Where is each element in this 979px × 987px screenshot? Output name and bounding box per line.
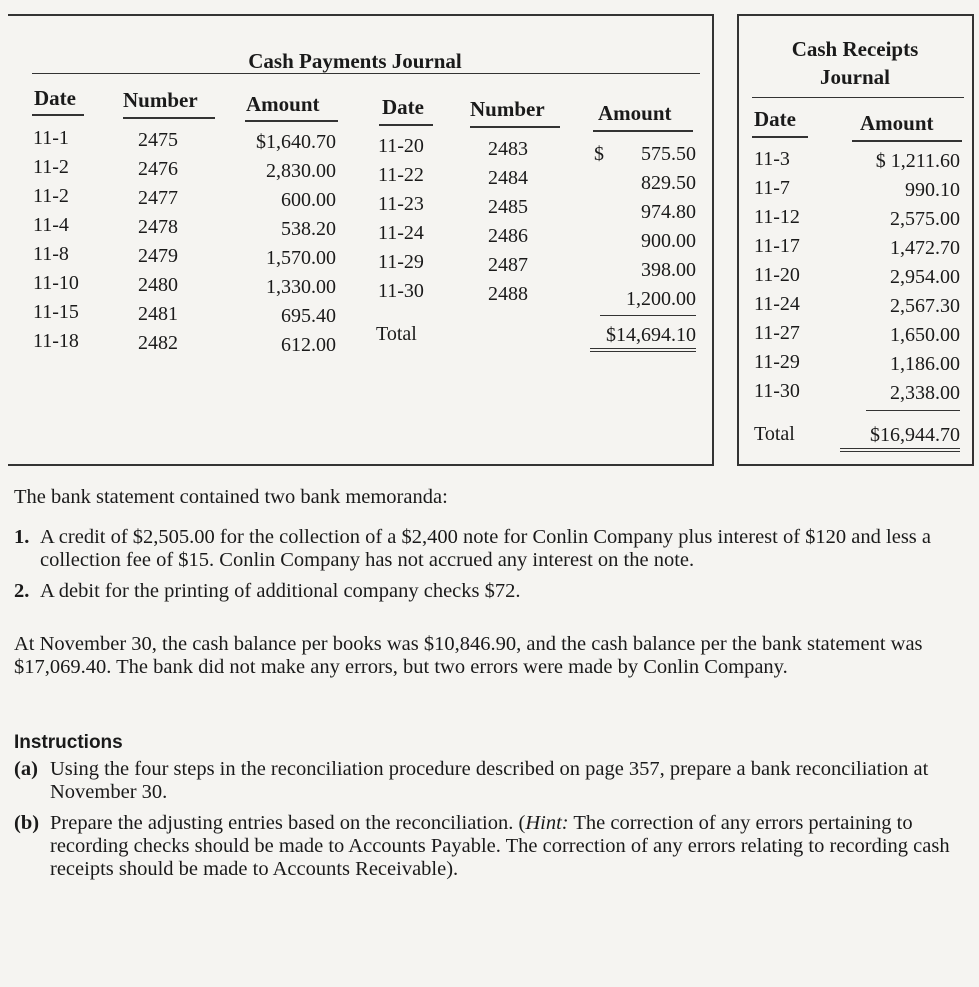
- header-date-left: Date: [34, 86, 76, 110]
- header-amount-left-underline: [245, 120, 338, 122]
- receipt-amount: 1,472.70: [890, 237, 960, 259]
- payment-amount: 2,830.00: [266, 160, 336, 182]
- receipts-header-amount-underline: [852, 140, 962, 142]
- payments-left-numbers: [138, 126, 198, 358]
- check-number: 2485: [488, 196, 528, 218]
- payments-total-amount: $14,694.10: [590, 322, 696, 352]
- receipt-amount: $ 1,211.60: [875, 150, 960, 172]
- receipts-amounts: [840, 147, 960, 408]
- instruction-text-pre: Prepare the adjusting entries based on the reconciliation. (: [50, 812, 526, 834]
- instruction-b: [14, 812, 974, 881]
- payment-date: 11-4: [33, 214, 69, 236]
- payment-date: 11-2: [33, 185, 69, 207]
- instruction-label: (a): [14, 758, 38, 780]
- check-number: 2479: [138, 245, 178, 267]
- payments-left-amounts: [230, 128, 336, 360]
- receipt-date: 11-30: [754, 380, 800, 402]
- payment-amount: $1,640.70: [256, 131, 336, 153]
- receipt-amount: 2,567.30: [890, 295, 960, 317]
- receipt-date: 11-29: [754, 351, 800, 373]
- payment-date: 11-24: [378, 222, 424, 244]
- check-number: 2487: [488, 254, 528, 276]
- check-number: 2480: [138, 274, 178, 296]
- header-number-right-underline: [470, 126, 560, 128]
- payment-date: 11-18: [33, 330, 79, 352]
- payments-total-rule: [600, 315, 696, 316]
- payment-amount: 974.80: [641, 201, 696, 223]
- payment-date: 11-2: [33, 156, 69, 178]
- memo-number: 2.: [14, 580, 30, 602]
- receipts-header-date: Date: [754, 107, 796, 131]
- memo-item-1: [14, 526, 974, 572]
- memo-text: A debit for the printing of additional company checks $72.: [40, 580, 521, 602]
- instructions-heading: Instructions: [14, 732, 123, 753]
- receipts-total-label: Total: [754, 423, 795, 445]
- header-amount-right-underline: [593, 130, 693, 132]
- payment-date: 11-1: [33, 127, 69, 149]
- receipt-date: 11-27: [754, 322, 800, 344]
- payment-date: 11-8: [33, 243, 69, 265]
- header-amount-right: Amount: [598, 101, 672, 125]
- check-number: 2476: [138, 158, 178, 180]
- receipt-date: 11-12: [754, 206, 800, 228]
- check-number: 2477: [138, 187, 178, 209]
- check-number: 2486: [488, 225, 528, 247]
- payment-amount: 600.00: [281, 189, 336, 211]
- check-number: 2488: [488, 283, 528, 305]
- receipt-amount: 1,186.00: [890, 353, 960, 375]
- receipt-amount: 1,650.00: [890, 324, 960, 346]
- receipt-date: 11-7: [754, 177, 790, 199]
- payment-date: 11-10: [33, 272, 79, 294]
- receipt-date: 11-17: [754, 235, 800, 257]
- receipts-dates: [754, 145, 824, 406]
- memo-item-2: [14, 580, 974, 603]
- payment-amount: 695.40: [281, 305, 336, 327]
- payment-amount: 829.50: [641, 172, 696, 194]
- payment-date: 11-30: [378, 280, 424, 302]
- payments-total-label: Total: [376, 323, 417, 345]
- check-number: 2475: [138, 129, 178, 151]
- instruction-a: [14, 758, 974, 804]
- receipts-header-amount: Amount: [860, 111, 934, 135]
- cash-receipts-title-rule: [752, 97, 964, 98]
- payment-date: 11-15: [33, 301, 79, 323]
- memo-number: 1.: [14, 526, 30, 548]
- payments-right-dates: [378, 132, 448, 306]
- payment-amount: 1,330.00: [266, 276, 336, 298]
- cash-payments-title-rule: [32, 73, 700, 74]
- instruction-label: (b): [14, 812, 40, 834]
- header-number-right: Number: [470, 97, 545, 121]
- payment-date: 11-20: [378, 135, 424, 157]
- cash-payments-title: Cash Payments Journal: [248, 49, 462, 73]
- payments-left-dates: [33, 124, 103, 356]
- payment-amount: 900.00: [641, 230, 696, 252]
- receipt-date: 11-3: [754, 148, 790, 170]
- payment-amount: 538.20: [281, 218, 336, 240]
- receipt-date: 11-20: [754, 264, 800, 286]
- payment-amount: 612.00: [281, 334, 336, 356]
- receipt-amount: 2,954.00: [890, 266, 960, 288]
- header-number-left-underline: [123, 117, 215, 119]
- instruction-text: Using the four steps in the reconciliation procedure described on page 357, prepare a bank reconciliation at November 30.: [50, 758, 929, 803]
- receipt-amount: 2,338.00: [890, 382, 960, 404]
- payment-amount: 1,570.00: [266, 247, 336, 269]
- check-number: 2481: [138, 303, 178, 325]
- receipt-amount: 990.10: [905, 179, 960, 201]
- balance-paragraph: At November 30, the cash balance per books was $10,846.90, and the cash balance per the bank statement was $17,069.40. The bank did not make any errors, but two errors were made by Conlin Company.: [14, 633, 923, 678]
- header-amount-left: Amount: [246, 92, 320, 116]
- payment-amount: 398.00: [641, 259, 696, 281]
- cash-receipts-title-line2: Journal: [819, 65, 890, 89]
- payment-amount: 575.50: [641, 143, 696, 165]
- payments-dollar-sign: $: [594, 143, 604, 165]
- payment-amount: 1,200.00: [626, 288, 696, 310]
- receipts-total-amount: $16,944.70: [840, 422, 960, 452]
- receipt-amount: 2,575.00: [890, 208, 960, 230]
- payment-date: 11-23: [378, 193, 424, 215]
- receipts-header-date-underline: [752, 136, 808, 138]
- check-number: 2483: [488, 138, 528, 160]
- instruction-text-post: The correction of any errors pertaining to recording checks should be made to Accounts Payable. The correction of any errors relating to recording cash receipts should be made to Accounts Receivable).: [50, 812, 950, 880]
- receipt-date: 11-24: [754, 293, 800, 315]
- header-date-right: Date: [382, 95, 424, 119]
- memo-text: A credit of $2,505.00 for the collection of a $2,400 note for Conlin Company plus interest of $120 and less a collection fee of $15. Conlin Company has not accrued any interest on the note.: [40, 526, 932, 571]
- header-number-left: Number: [123, 88, 198, 112]
- receipts-total-rule: [866, 410, 960, 411]
- instruction-text: [50, 812, 974, 881]
- hint-label: Hint:: [525, 812, 569, 834]
- payment-date: 11-22: [378, 164, 424, 186]
- header-date-left-underline: [32, 114, 84, 116]
- payments-right-amounts: [600, 140, 696, 314]
- cash-receipts-title-line1: Cash Receipts: [791, 37, 919, 61]
- payments-right-numbers: [488, 135, 548, 309]
- check-number: 2482: [138, 332, 178, 354]
- header-date-right-underline: [379, 124, 433, 126]
- check-number: 2484: [488, 167, 528, 189]
- check-number: 2478: [138, 216, 178, 238]
- bank-memoranda-intro: The bank statement contained two bank memoranda:: [14, 486, 448, 508]
- payment-date: 11-29: [378, 251, 424, 273]
